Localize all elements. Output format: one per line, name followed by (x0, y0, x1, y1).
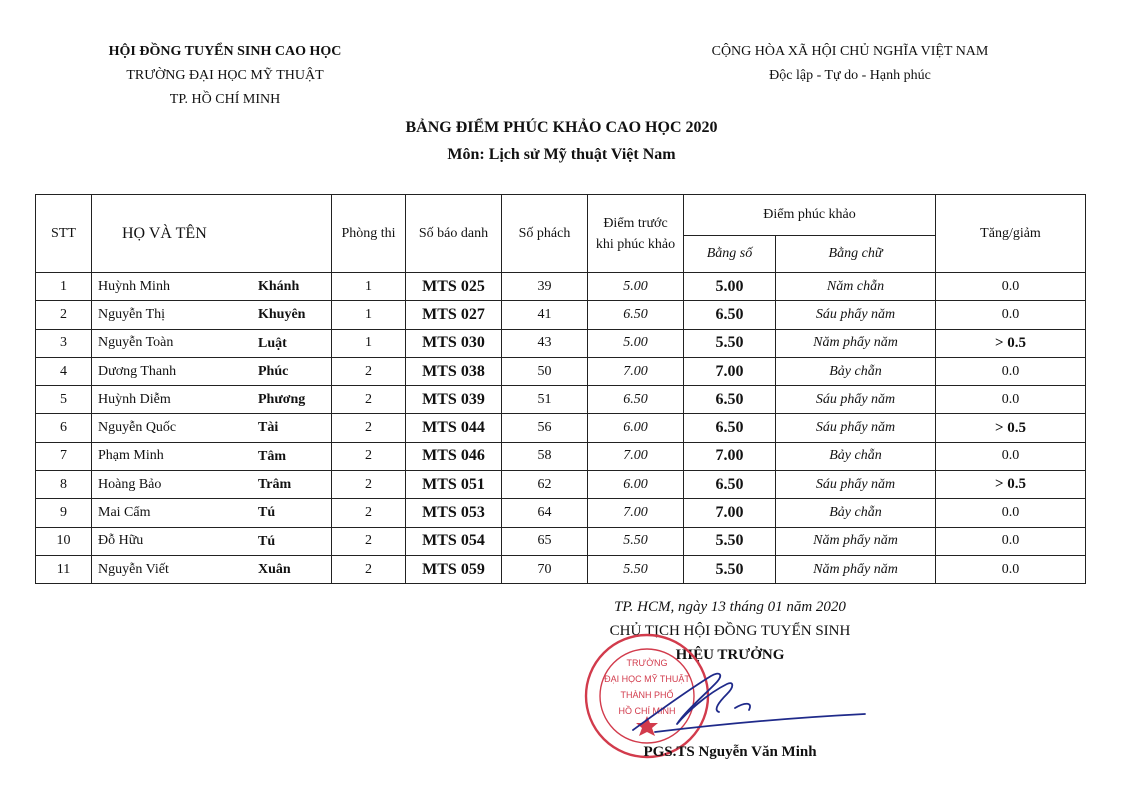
table-row (36, 414, 1086, 442)
city-name: TP. HỒ CHÍ MINH (169, 92, 281, 107)
signer-position: HIỆU TRƯỞNG (675, 647, 785, 663)
given-name: Tài (258, 420, 279, 436)
cell-name (92, 442, 332, 470)
header-review-score: Điểm phúc khảo (684, 195, 936, 236)
signer-role: CHỦ TỊCH HỘI ĐỒNG TUYỂN SINH (609, 623, 851, 639)
cell-anonymous-code: 43 (502, 329, 588, 357)
given-name: Khánh (258, 279, 300, 294)
cell-candidate-number: MTS 051 (406, 471, 502, 499)
cell-score-before: 5.00 (588, 273, 684, 301)
cell-change: > 0.5 (936, 329, 1086, 357)
surname: Nguyễn Thị (98, 306, 166, 322)
cell-anonymous-code: 70 (502, 555, 588, 583)
cell-score-words: Sáu phẩy năm (776, 414, 936, 442)
cell-score-number: 7.00 (684, 442, 776, 470)
cell-name (92, 414, 332, 442)
cell-score-words: Bảy chẵn (776, 499, 936, 527)
cell-stt: 5 (36, 386, 92, 414)
cell-score-number: 7.00 (684, 357, 776, 385)
cell-score-number: 5.50 (684, 555, 776, 583)
cell-candidate-number: MTS 046 (406, 442, 502, 470)
cell-name (92, 471, 332, 499)
given-name: Khuyên (258, 307, 306, 323)
document-title: BẢNG ĐIỂM PHÚC KHẢO CAO HỌC 2020 (405, 119, 718, 136)
sign-date: TP. HCM, ngày 13 tháng 01 năm 2020 (614, 599, 846, 615)
table-row (36, 471, 1086, 499)
cell-score-before: 6.50 (588, 386, 684, 414)
cell-change: 0.0 (936, 442, 1086, 470)
given-name: Tú (258, 533, 276, 549)
cell-score-words: Bảy chẵn (776, 357, 936, 385)
surname: Mai Cẩm (98, 505, 151, 521)
cell-score-number: 5.50 (684, 527, 776, 555)
handwritten-signature-icon (615, 662, 870, 742)
cell-score-before: 5.50 (588, 555, 684, 583)
cell-anonymous-code: 41 (502, 301, 588, 329)
cell-change: 0.0 (936, 273, 1086, 301)
cell-candidate-number: MTS 027 (406, 301, 502, 329)
header-score-number: Bằng số (684, 236, 776, 273)
cell-name (92, 301, 332, 329)
cell-candidate-number: MTS 044 (406, 414, 502, 442)
surname: Đỗ Hữu (98, 533, 144, 549)
score-table (35, 194, 1086, 584)
given-name: Tâm (258, 448, 286, 464)
given-name: Tú (258, 505, 276, 521)
cell-room: 2 (332, 357, 406, 385)
cell-change: 0.0 (936, 527, 1086, 555)
cell-candidate-number: MTS 054 (406, 527, 502, 555)
issuer-block (60, 40, 390, 112)
cell-anonymous-code: 56 (502, 414, 588, 442)
header-score-words: Bằng chữ (776, 236, 936, 273)
cell-stt: 11 (36, 555, 92, 583)
surname: Nguyễn Quốc (98, 420, 177, 436)
table-row (36, 386, 1086, 414)
cell-candidate-number: MTS 059 (406, 555, 502, 583)
header-candidate-number: Số báo danh (406, 195, 502, 273)
cell-room: 2 (332, 471, 406, 499)
cell-score-words: Sáu phẩy năm (776, 301, 936, 329)
header-score-before: Điểm trước khi phúc khảo (588, 195, 684, 273)
cell-stt: 10 (36, 527, 92, 555)
cell-room: 2 (332, 499, 406, 527)
cell-name (92, 499, 332, 527)
cell-name (92, 386, 332, 414)
table-row (36, 442, 1086, 470)
given-name: Trâm (258, 477, 292, 493)
cell-score-number: 6.50 (684, 301, 776, 329)
cell-change: 0.0 (936, 555, 1086, 583)
cell-score-words: Năm phẩy năm (776, 527, 936, 555)
svg-text:HỒ CHÍ MINH: HỒ CHÍ MINH (618, 706, 676, 716)
cell-name (92, 527, 332, 555)
cell-anonymous-code: 51 (502, 386, 588, 414)
signer-name: PGS.TS Nguyễn Văn Minh (643, 744, 817, 760)
cell-score-words: Sáu phẩy năm (776, 471, 936, 499)
cell-candidate-number: MTS 030 (406, 329, 502, 357)
cell-room: 2 (332, 442, 406, 470)
cell-change: > 0.5 (936, 471, 1086, 499)
cell-change: 0.0 (936, 386, 1086, 414)
cell-stt: 4 (36, 357, 92, 385)
table-row (36, 329, 1086, 357)
table-row (36, 357, 1086, 385)
cell-score-number: 6.50 (684, 414, 776, 442)
cell-change: 0.0 (936, 357, 1086, 385)
cell-name (92, 357, 332, 385)
surname: Hoàng Bảo (98, 476, 162, 492)
given-name: Luật (258, 335, 287, 351)
cell-score-before: 5.00 (588, 329, 684, 357)
cell-stt: 7 (36, 442, 92, 470)
header-name: HỌ VÀ TÊN (92, 195, 332, 273)
cell-name (92, 329, 332, 357)
cell-stt: 8 (36, 471, 92, 499)
cell-stt: 1 (36, 273, 92, 301)
cell-change: > 0.5 (936, 414, 1086, 442)
cell-room: 2 (332, 386, 406, 414)
cell-change: 0.0 (936, 499, 1086, 527)
table-row (36, 273, 1086, 301)
cell-anonymous-code: 58 (502, 442, 588, 470)
cell-candidate-number: MTS 039 (406, 386, 502, 414)
cell-score-before: 6.00 (588, 414, 684, 442)
cell-candidate-number: MTS 025 (406, 273, 502, 301)
cell-candidate-number: MTS 038 (406, 357, 502, 385)
table-row (36, 555, 1086, 583)
surname: Dương Thanh (98, 363, 177, 379)
svg-text:TRƯỜNG: TRƯỜNG (626, 658, 668, 668)
header-change: Tăng/giảm (936, 195, 1086, 273)
cell-score-before: 5.50 (588, 527, 684, 555)
cell-anonymous-code: 65 (502, 527, 588, 555)
svg-text:ĐẠI HỌC MỸ THUẬT: ĐẠI HỌC MỸ THUẬT (604, 674, 690, 684)
cell-stt: 2 (36, 301, 92, 329)
cell-anonymous-code: 39 (502, 273, 588, 301)
cell-score-words: Năm phẩy năm (776, 329, 936, 357)
table-row (36, 301, 1086, 329)
given-name: Phúc (258, 363, 289, 379)
surname: Nguyễn Viết (98, 561, 169, 577)
surname: Huỳnh Minh (98, 278, 170, 294)
cell-room: 1 (332, 273, 406, 301)
cell-score-words: Năm chẵn (776, 273, 936, 301)
cell-score-before: 6.50 (588, 301, 684, 329)
cell-score-words: Bảy chẵn (776, 442, 936, 470)
cell-score-before: 7.00 (588, 499, 684, 527)
cell-stt: 9 (36, 499, 92, 527)
table-row (36, 527, 1086, 555)
surname: Nguyễn Toàn (98, 335, 174, 351)
council-name: HỘI ĐỒNG TUYỂN SINH CAO HỌC (108, 44, 342, 59)
surname: Huỳnh Diễm (98, 391, 171, 407)
cell-name (92, 273, 332, 301)
surname: Phạm Minh (98, 448, 164, 464)
cell-score-number: 7.00 (684, 499, 776, 527)
cell-change: 0.0 (936, 301, 1086, 329)
cell-score-number: 5.50 (684, 329, 776, 357)
cell-anonymous-code: 64 (502, 499, 588, 527)
cell-room: 2 (332, 555, 406, 583)
cell-anonymous-code: 62 (502, 471, 588, 499)
cell-stt: 6 (36, 414, 92, 442)
cell-score-number: 6.50 (684, 386, 776, 414)
cell-candidate-number: MTS 053 (406, 499, 502, 527)
cell-score-words: Năm phẩy năm (776, 555, 936, 583)
country-name: CỘNG HÒA XÃ HỘI CHỦ NGHĨA VIỆT NAM (711, 44, 989, 59)
cell-score-before: 6.00 (588, 471, 684, 499)
cell-name (92, 555, 332, 583)
header-stt: STT (36, 195, 92, 273)
cell-stt: 3 (36, 329, 92, 357)
cell-score-number: 5.00 (684, 273, 776, 301)
cell-room: 2 (332, 414, 406, 442)
university-name: TRƯỜNG ĐẠI HỌC MỸ THUẬT (126, 68, 324, 83)
header-room: Phòng thi (332, 195, 406, 273)
cell-room: 1 (332, 329, 406, 357)
cell-anonymous-code: 50 (502, 357, 588, 385)
document-subtitle: Môn: Lịch sử Mỹ thuật Việt Nam (447, 146, 676, 163)
given-name: Phương (258, 392, 306, 408)
national-motto-block (650, 40, 1050, 88)
table-row (36, 499, 1086, 527)
cell-score-before: 7.00 (588, 442, 684, 470)
cell-score-before: 7.00 (588, 357, 684, 385)
svg-text:THÀNH PHỐ: THÀNH PHỐ (620, 690, 674, 700)
motto: Độc lập - Tự do - Hạnh phúc (769, 68, 931, 83)
cell-room: 1 (332, 301, 406, 329)
cell-score-number: 6.50 (684, 471, 776, 499)
cell-score-words: Sáu phẩy năm (776, 386, 936, 414)
cell-room: 2 (332, 527, 406, 555)
given-name: Xuân (258, 561, 291, 577)
header-anonymous-code: Số phách (502, 195, 588, 273)
